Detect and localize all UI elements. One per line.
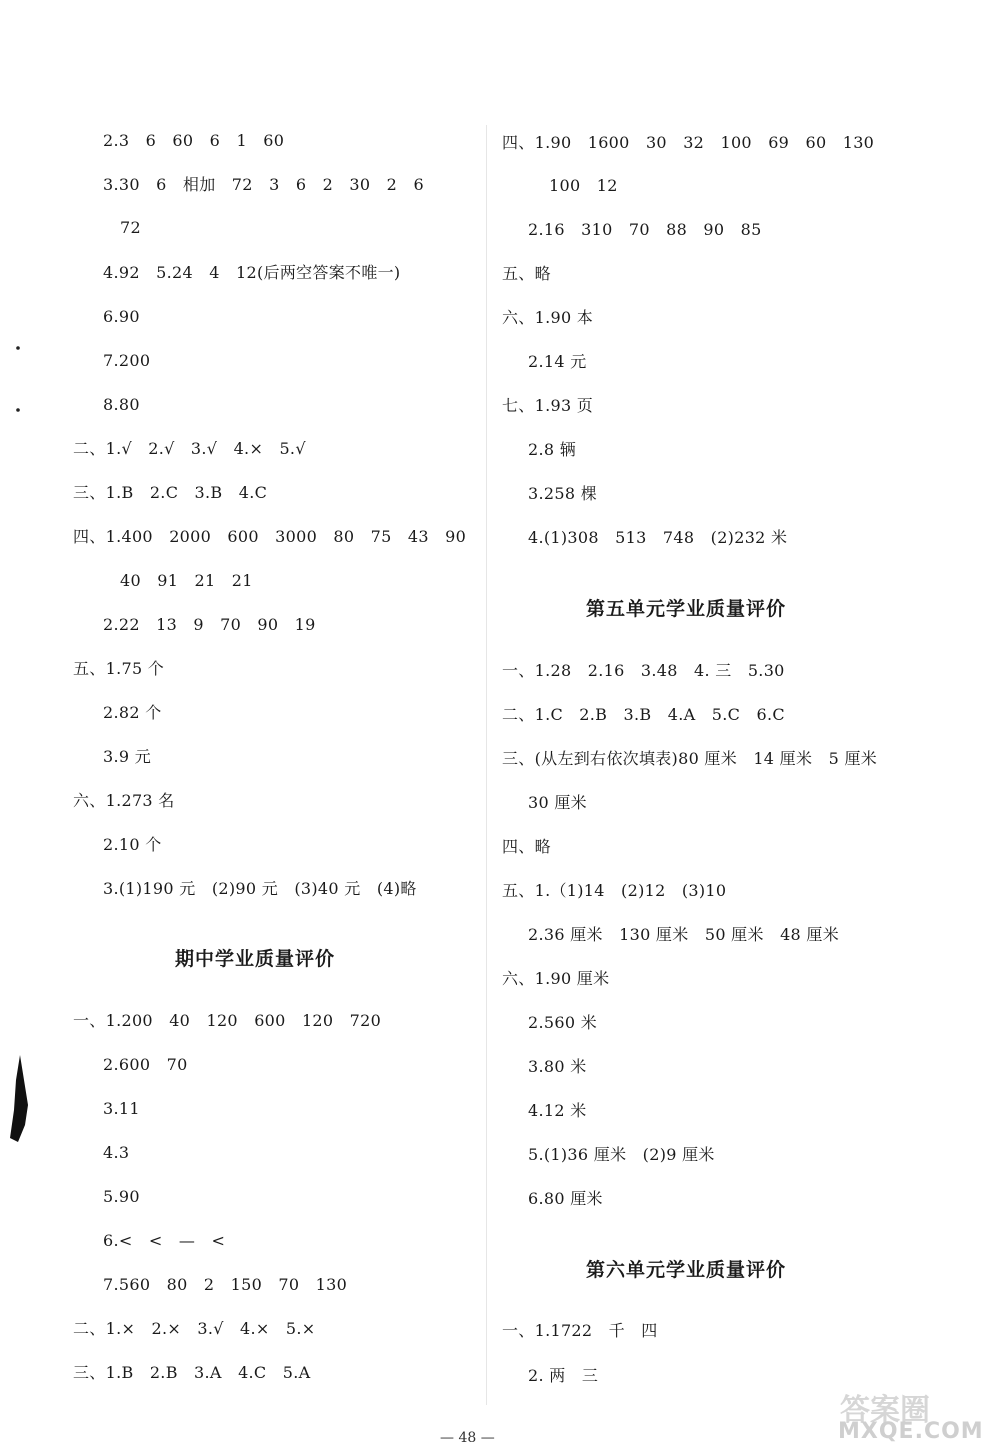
watermark-url-text: MXQE.COM — [838, 1419, 984, 1444]
answer-line: 一、1.1722 千 四 — [502, 1321, 658, 1340]
scan-ink-smudge — [0, 1050, 40, 1150]
answer-line: 72 — [120, 218, 141, 237]
answer-line: 一、1.200 40 120 600 120 720 — [73, 1011, 382, 1030]
answer-line: 4.(1)308 513 748 (2)232 米 — [528, 528, 788, 547]
watermark-logo — [820, 1385, 990, 1445]
answer-line: 四、略 — [502, 837, 551, 856]
answer-line: 六、1.273 名 — [73, 791, 175, 810]
answer-line: 3.11 — [103, 1099, 140, 1118]
answer-line: 三、1.B 2.C 3.B 4.C — [73, 483, 268, 502]
answer-line: 2.16 310 70 88 90 85 — [528, 220, 762, 239]
answer-line: 六、1.90 厘米 — [502, 969, 610, 988]
section-heading: 期中学业质量评价 — [175, 948, 336, 970]
answer-line: 五、1.75 个 — [73, 659, 165, 678]
answer-line: 4.3 — [103, 1143, 130, 1162]
answer-line: 2.10 个 — [103, 835, 162, 854]
answer-line: 6.90 — [103, 307, 140, 326]
answer-line: 5.90 — [103, 1187, 140, 1206]
answer-line: 3.258 棵 — [528, 484, 597, 503]
column-divider — [486, 125, 487, 1405]
answer-line: 七、1.93 页 — [502, 396, 594, 415]
answer-line: 2.3 6 60 6 1 60 — [103, 131, 285, 150]
answer-line: 2. 两 三 — [528, 1366, 599, 1385]
answer-line: 四、1.400 2000 600 3000 80 75 43 90 — [73, 527, 467, 546]
page-number: — 48 — — [440, 1430, 495, 1446]
answer-line: 五、略 — [502, 264, 551, 283]
answer-line: 7.200 — [103, 351, 151, 370]
answer-line: 三、1.B 2.B 3.A 4.C 5.A — [73, 1363, 311, 1382]
answer-line: 2.22 13 9 70 90 19 — [103, 615, 316, 634]
watermark-top-text: 答案圈 — [840, 1393, 930, 1428]
answer-line: 一、1.28 2.16 3.48 4. 三 5.30 — [502, 661, 785, 680]
answer-line: 6.80 厘米 — [528, 1189, 603, 1208]
answer-line: 2.36 厘米 130 厘米 50 厘米 48 厘米 — [528, 925, 840, 944]
answer-line: 2.560 米 — [528, 1013, 597, 1032]
answer-line: 二、1.× 2.× 3.√ 4.× 5.× — [73, 1319, 316, 1338]
answer-line: 6.< < — < — [103, 1231, 226, 1250]
answer-line: 30 厘米 — [528, 793, 587, 812]
section-heading: 第五单元学业质量评价 — [586, 598, 787, 620]
answer-line: 4.92 5.24 4 12(后两空答案不唯一) — [103, 263, 401, 282]
scan-dot-mark — [0, 340, 30, 420]
answer-line: 7.560 80 2 150 70 130 — [103, 1275, 348, 1294]
answer-line: 六、1.90 本 — [502, 308, 594, 327]
answer-line: 3.9 元 — [103, 747, 152, 766]
answer-line: 4.12 米 — [528, 1101, 587, 1120]
answer-line: 100 12 — [549, 176, 618, 195]
answer-line: 5.(1)36 厘米 (2)9 厘米 — [528, 1145, 715, 1164]
answer-line: 3.80 米 — [528, 1057, 587, 1076]
answer-line: 3.30 6 相加 72 3 6 2 30 2 6 — [103, 175, 424, 194]
answer-line: 三、(从左到右依次填表)80 厘米 14 厘米 5 厘米 — [502, 749, 878, 768]
answer-line: 二、1.C 2.B 3.B 4.A 5.C 6.C — [502, 705, 785, 724]
answer-line: 五、1.（1)14 (2)12 (3)10 — [502, 881, 727, 900]
answer-line: 8.80 — [103, 395, 140, 414]
answer-line: 2.82 个 — [103, 703, 162, 722]
section-heading: 第六单元学业质量评价 — [586, 1259, 787, 1281]
answer-line: 40 91 21 21 — [120, 571, 253, 590]
answer-line: 2.8 辆 — [528, 440, 577, 459]
answer-line: 3.(1)190 元 (2)90 元 (3)40 元 (4)略 — [103, 879, 417, 898]
answer-line: 四、1.90 1600 30 32 100 69 60 130 — [502, 133, 875, 152]
answer-line: 二、1.√ 2.√ 3.√ 4.× 5.√ — [73, 439, 306, 458]
answer-line: 2.600 70 — [103, 1055, 188, 1074]
answer-line: 2.14 元 — [528, 352, 587, 371]
